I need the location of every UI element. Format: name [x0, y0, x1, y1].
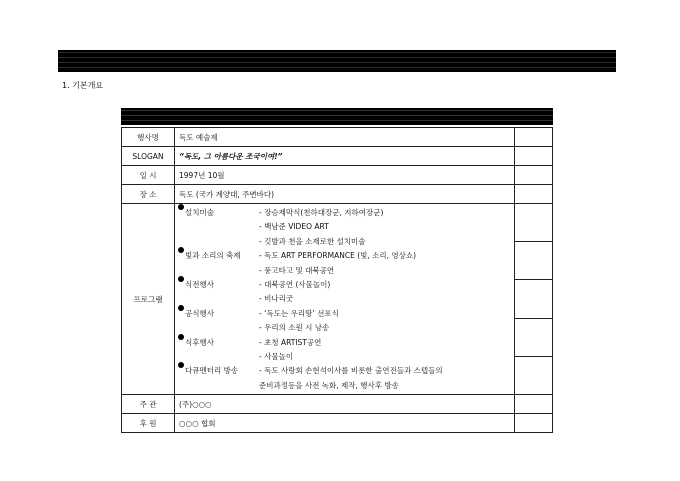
table-header-banner	[121, 108, 553, 125]
extra-cell	[515, 414, 553, 433]
program-line	[175, 278, 514, 291]
bullet-icon	[178, 334, 184, 340]
program-line	[175, 249, 514, 262]
extra-cell	[515, 147, 553, 166]
program-line	[175, 321, 514, 334]
program-label: 프로그램	[122, 204, 175, 395]
bullet-icon	[178, 305, 184, 311]
program-detail: - 사물놀이	[259, 352, 294, 361]
place-label: 장 소	[122, 185, 175, 204]
section-heading: 1. 기본개요	[62, 81, 104, 90]
program-line	[175, 206, 514, 219]
program-detail: - 우리의 소원 시 낭송	[259, 323, 330, 333]
extra-cell	[515, 166, 553, 185]
extra-cell	[515, 395, 553, 414]
event-name-value: 독도 예술제	[175, 128, 515, 147]
program-category: 다큐멘터리 방송	[185, 366, 239, 376]
row-program	[122, 204, 553, 395]
date-label: 일 시	[122, 166, 175, 185]
extra-subcell	[515, 280, 552, 318]
sponsor-value: ○○○ 협회	[175, 414, 515, 433]
program-line	[175, 292, 514, 305]
extra-subcell	[515, 242, 552, 280]
program-list	[175, 204, 514, 394]
bullet-icon	[178, 276, 184, 282]
program-line	[175, 264, 514, 277]
row-host	[122, 395, 553, 414]
program-category: 식후행사	[185, 337, 214, 347]
date-value: 1997년 10월	[175, 166, 515, 185]
program-detail: - 장승제막식(천하대장군, 지하여장군)	[259, 208, 384, 217]
program-category: 공식행사	[185, 308, 214, 318]
slogan-label: SLOGAN	[122, 147, 175, 166]
overview-table	[121, 127, 553, 433]
host-value: (주)○○○	[175, 395, 515, 414]
host-label: 주 관	[122, 395, 175, 414]
bullet-icon	[178, 362, 184, 368]
extra-cell	[515, 204, 553, 395]
program-line	[175, 307, 514, 320]
program-detail: - 대북공연 (사물놀이)	[259, 280, 331, 289]
program-detail: - 독도 사랑회 손현석이사를 비롯한 출연진들과 스텝들의	[259, 366, 443, 376]
program-detail: - 풍고타고 및 대북공연	[259, 265, 335, 275]
row-date	[122, 166, 553, 185]
program-detail: - ‘독도는 우리땅’ 선포식	[259, 308, 339, 318]
extra-subcell	[515, 357, 552, 394]
program-detail: - 독도 ART PERFORMANCE (빛, 소리, 영상쇼)	[259, 251, 417, 261]
sponsor-label: 후 원	[122, 414, 175, 433]
program-detail: - 깃발과 천을 소재로한 설치미술	[259, 236, 366, 246]
program-line	[175, 336, 514, 349]
program-line	[175, 220, 514, 233]
program-category: 빛과 소리의 축제	[185, 251, 241, 261]
row-event-name	[122, 128, 553, 147]
bullet-icon	[178, 204, 184, 210]
extra-cell	[515, 185, 553, 204]
program-detail: 준비과정등을 사전 녹화, 제작, 행사후 방송	[259, 380, 399, 390]
program-detail: - 백남준 VIDEO ART	[259, 222, 329, 232]
row-slogan	[122, 147, 553, 166]
extra-cell	[515, 128, 553, 147]
row-sponsor	[122, 414, 553, 433]
slogan-value: “독도, 그 아름다운 조국이여!”	[175, 147, 515, 166]
program-line	[175, 379, 514, 392]
program-detail: - 초청 ARTIST공연	[259, 337, 322, 347]
program-line	[175, 364, 514, 377]
program-line	[175, 235, 514, 248]
extra-stack	[515, 204, 552, 394]
bullet-icon	[178, 247, 184, 253]
program-category: 설치미술	[185, 208, 214, 217]
event-name-label: 행사명	[122, 128, 175, 147]
program-detail: - 비나리굿	[259, 294, 294, 304]
program-category: 식전행사	[185, 280, 214, 289]
top-banner	[58, 50, 616, 72]
program-line	[175, 350, 514, 363]
row-place	[122, 185, 553, 204]
program-details	[175, 204, 515, 395]
extra-subcell	[515, 204, 552, 242]
place-value: 독도 (국가 계양대, 주변바다)	[175, 185, 515, 204]
extra-subcell	[515, 319, 552, 357]
